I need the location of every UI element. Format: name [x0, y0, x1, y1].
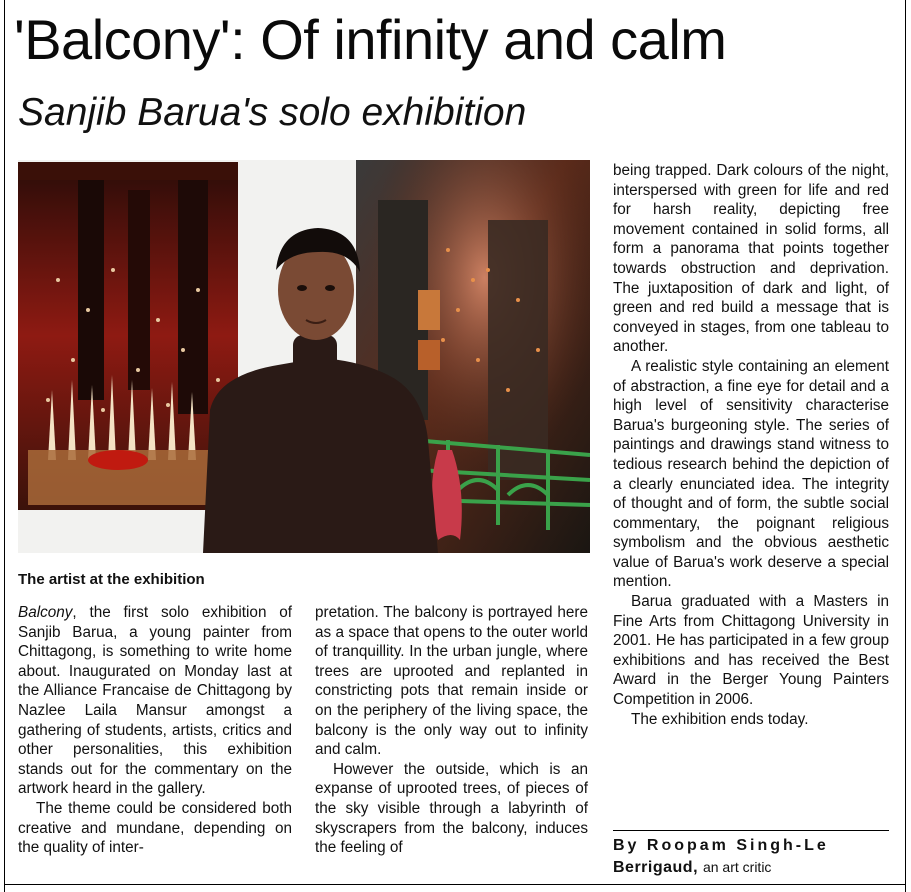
artist-photo [18, 160, 590, 553]
byline-surname: Berrigaud, [613, 859, 699, 876]
byline-credit: an art critic [702, 859, 772, 875]
paragraph: A realistic style containing an element of abstraction, a fine eye for detail and a high level of sensitivity characterise Barua's burgeoning style. The series of paintings and drawings stand witness to tedious research behind the depiction of a clearly enunciated idea. The integrity of thought and of form, the subtle social commentary, the poignant religious symbolism and the obvious aesthetic value of Barua's work deserve a special mention. [613, 357, 889, 591]
paragraph: Barua graduated with a Masters in Fine Arts from Chittagong University in 2001. He has participated in a few group exhibitions and has received the Best Award in the Berger Young Painters Competition in 2006. [613, 593, 889, 709]
paragraph: The exhibition ends today. [631, 710, 809, 728]
photo-caption: The artist at the exhibition [18, 571, 205, 588]
article-column-3 [613, 161, 889, 729]
byline-author: By Roopam Singh-Le [613, 837, 829, 854]
byline [613, 836, 893, 879]
page-border-left [4, 0, 5, 892]
exhibition-title: Balcony [18, 604, 73, 621]
paragraph: pretation. The balcony is portrayed here as a space that opens to the outer world of tranquillity. In the urban jungle, where trees are uprooted and replanted in constricting pots that remain inside or on the periphery of the living space, the balcony is the only way out to infinity and calm. [315, 604, 588, 759]
page-border-right [905, 0, 906, 892]
article-subheadline: Sanjib Barua's solo exhibition [18, 91, 527, 134]
paragraph: The theme could be considered both creative and mundane, depending on the quality of inter- [18, 799, 292, 857]
paragraph [18, 603, 292, 799]
article-column-1 [18, 603, 292, 858]
paragraph: However the outside, which is an expanse of uprooted trees, of pieces of the sky visible through a labyrinth of skyscrapers from the balcony, induces the feeling of [315, 760, 588, 857]
byline-author-cont [613, 856, 893, 879]
paragraph: being trapped. Dark colours of the night, interspersed with green for life and red for harsh reality, depicting free movement contained in solid forms, all form a panorama that points together towards obstruction and deprivation. The juxtaposition of dark and light, of green and red build a message that is conveyed in stages, from one tableau to another. [613, 162, 889, 356]
page-border-bottom [4, 884, 906, 885]
article-column-2 [315, 603, 588, 858]
paragraph-text: , the first solo exhibition of Sanjib Barua, a young painter from Chittagong, is something to write home about. Inaugurated on Monday last at the Alliance Francaise de Chittagong by Nazlee Laila Mansur amongst a gathering of students, artists, critics and other personalities, this exhibition stands out for the commentary on the artwork heard in the gallery. [18, 604, 292, 798]
byline-divider [613, 830, 889, 831]
left-painting [18, 162, 238, 510]
article-headline: 'Balcony': Of infinity and calm [14, 8, 727, 71]
